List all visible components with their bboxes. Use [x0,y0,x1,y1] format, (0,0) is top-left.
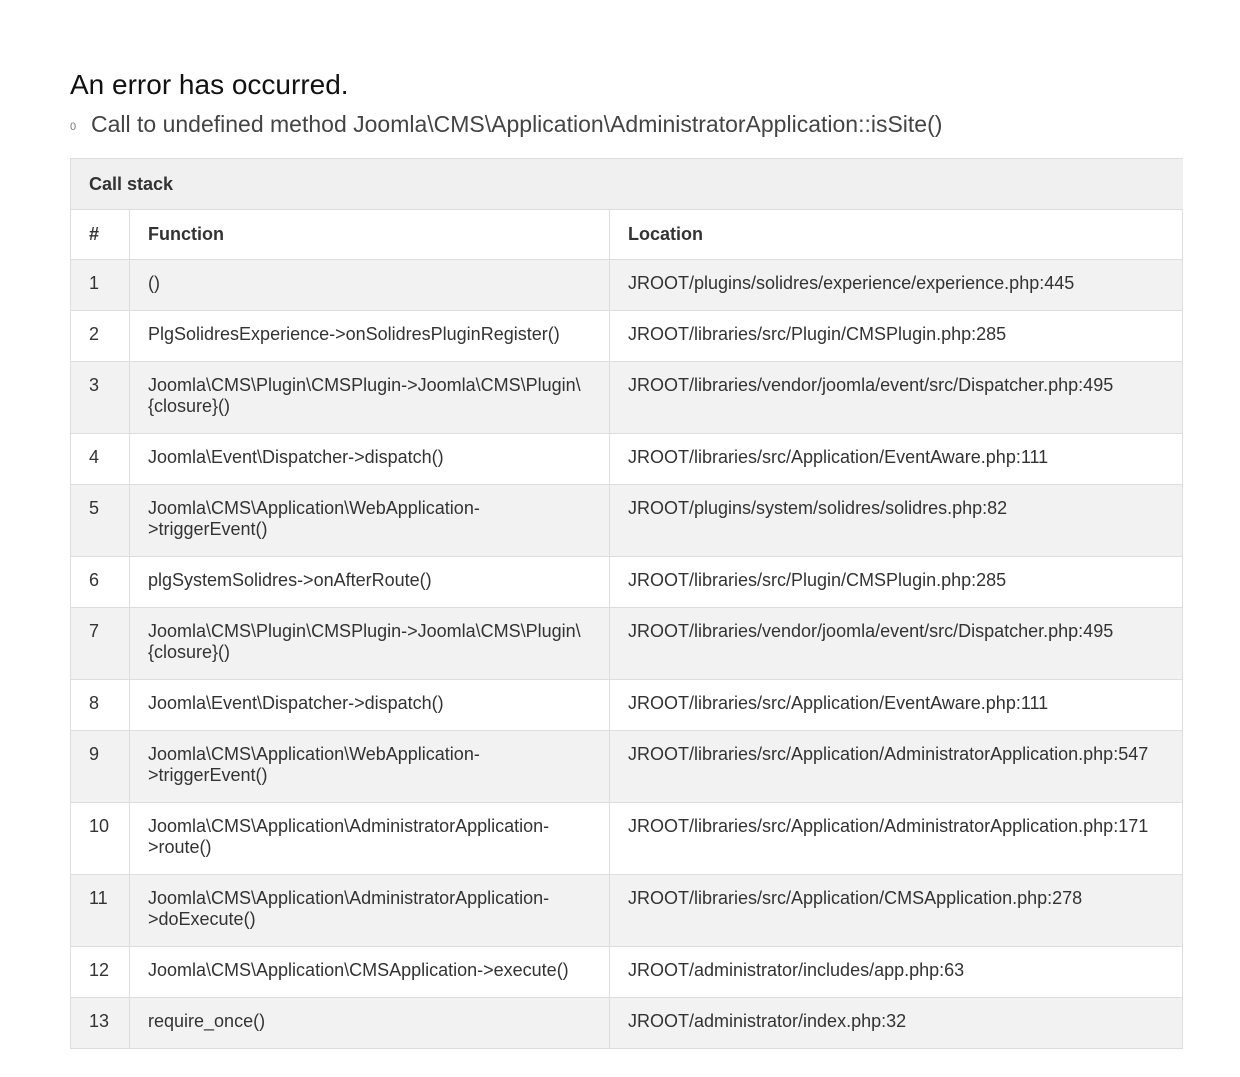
table-header-row [71,210,1183,260]
error-code: 0 [70,121,77,133]
row-location: JROOT/administrator/includes/app.php:63 [610,947,1183,998]
table-row [71,557,1183,608]
row-location: JROOT/libraries/src/Application/EventAware.php:111 [610,680,1183,731]
column-header-location: Location [610,210,1183,260]
row-location: JROOT/plugins/solidres/experience/experience.php:445 [610,260,1183,311]
row-number: 8 [71,680,130,731]
row-location: JROOT/libraries/src/Plugin/CMSPlugin.php:285 [610,557,1183,608]
row-number: 3 [71,362,130,434]
row-number: 9 [71,731,130,803]
row-location: JROOT/plugins/system/solidres/solidres.php:82 [610,485,1183,557]
call-stack-caption: Call stack [71,159,1183,210]
row-function: Joomla\CMS\Application\AdministratorApplication->route() [130,803,610,875]
table-row [71,362,1183,434]
column-header-num: # [71,210,130,260]
row-function: Joomla\Event\Dispatcher->dispatch() [130,680,610,731]
row-location: JROOT/libraries/src/Plugin/CMSPlugin.php:285 [610,311,1183,362]
row-number: 5 [71,485,130,557]
row-function: Joomla\CMS\Application\WebApplication->triggerEvent() [130,485,610,557]
row-function: Joomla\CMS\Application\CMSApplication->execute() [130,947,610,998]
row-location: JROOT/libraries/src/Application/CMSApplication.php:278 [610,875,1183,947]
row-function: () [130,260,610,311]
row-function: require_once() [130,998,610,1049]
row-function: Joomla\CMS\Plugin\CMSPlugin->Joomla\CMS\Plugin\{closure}() [130,362,610,434]
row-function: PlgSolidresExperience->onSolidresPluginRegister() [130,311,610,362]
call-stack-body [71,260,1183,1049]
row-function: plgSystemSolidres->onAfterRoute() [130,557,610,608]
row-location: JROOT/administrator/index.php:32 [610,998,1183,1049]
row-number: 6 [71,557,130,608]
table-row [71,608,1183,680]
table-row [71,731,1183,803]
row-location: JROOT/libraries/vendor/joomla/event/src/Dispatcher.php:495 [610,608,1183,680]
error-message [70,110,942,138]
row-function: Joomla\Event\Dispatcher->dispatch() [130,434,610,485]
row-number: 7 [71,608,130,680]
table-row [71,485,1183,557]
table-row [71,680,1183,731]
table-row [71,803,1183,875]
row-function: Joomla\CMS\Plugin\CMSPlugin->Joomla\CMS\Plugin\{closure}() [130,608,610,680]
row-function: Joomla\CMS\Application\AdministratorApplication->doExecute() [130,875,610,947]
column-header-function: Function [130,210,610,260]
table-row [71,875,1183,947]
table-row [71,434,1183,485]
row-number: 2 [71,311,130,362]
call-stack-table [70,158,1183,1049]
row-number: 12 [71,947,130,998]
row-location: JROOT/libraries/src/Application/EventAware.php:111 [610,434,1183,485]
table-row [71,947,1183,998]
row-location: JROOT/libraries/src/Application/AdministratorApplication.php:171 [610,803,1183,875]
row-location: JROOT/libraries/vendor/joomla/event/src/Dispatcher.php:495 [610,362,1183,434]
row-number: 1 [71,260,130,311]
row-number: 10 [71,803,130,875]
row-number: 11 [71,875,130,947]
table-row [71,260,1183,311]
row-number: 4 [71,434,130,485]
page-title: An error has occurred. [70,69,349,100]
error-message-text: Call to undefined method Joomla\CMS\Application\AdministratorApplication::isSite() [91,110,943,137]
row-location: JROOT/libraries/src/Application/AdministratorApplication.php:547 [610,731,1183,803]
table-row [71,311,1183,362]
table-row [71,998,1183,1049]
row-function: Joomla\CMS\Application\WebApplication->triggerEvent() [130,731,610,803]
call-stack-caption-row [71,159,1183,210]
row-number: 13 [71,998,130,1049]
